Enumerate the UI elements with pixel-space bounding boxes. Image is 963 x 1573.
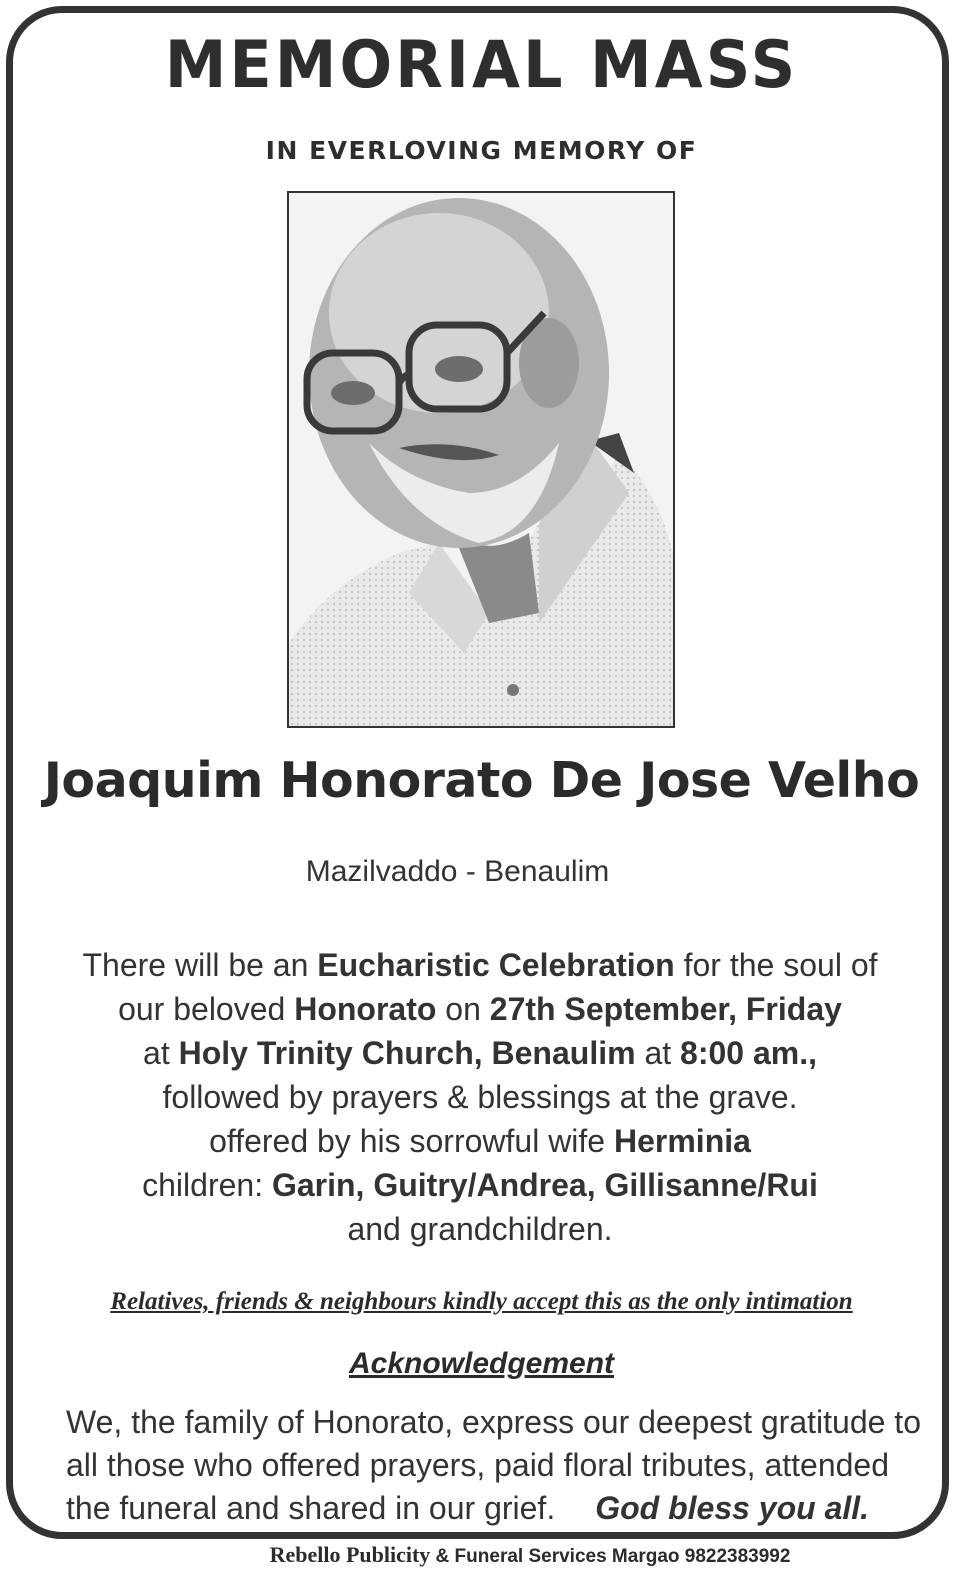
blessing-text: God bless you all. bbox=[595, 1490, 870, 1526]
announcement-line: our beloved Honorato on 27th September, Friday bbox=[118, 991, 842, 1027]
page-subtitle: IN EVERLOVING MEMORY OF bbox=[265, 136, 698, 165]
portrait-illustration bbox=[289, 193, 673, 726]
announcement-line: children: Garin, Guitry/Andrea, Gillisanne/Rui bbox=[142, 1167, 818, 1203]
publisher-contact: & Funeral Services Margao 9822383992 bbox=[430, 1546, 791, 1567]
page-title: MEMORIAL MASS bbox=[164, 26, 799, 103]
deceased-place: Mazilvaddo - Benaulim bbox=[305, 855, 610, 888]
announcement-text bbox=[40, 943, 920, 1251]
announcement-line: at Holy Trinity Church, Benaulim at 8:00 am., bbox=[143, 1035, 817, 1071]
portrait-photo bbox=[287, 191, 675, 728]
deceased-name: Joaquim Honorato De Jose Velho bbox=[43, 752, 920, 809]
publisher-footer bbox=[205, 1539, 855, 1570]
announcement-line: offered by his sorrowful wife Herminia bbox=[209, 1123, 751, 1159]
announcement-line: followed by prayers & blessings at the grave. bbox=[162, 1079, 798, 1115]
intimation-notice: Relatives, friends & neighbours kindly accept this as the only intimation bbox=[110, 1288, 853, 1315]
acknowledgement-heading: Acknowledgement bbox=[348, 1347, 615, 1380]
acknowledgement-text: We, the family of Honorato, express our deepest gratitude to all those who offered prayers, paid floral tributes, attended the funeral and shared in our grief. God bless you all. bbox=[66, 1404, 921, 1526]
announcement-line: There will be an Eucharistic Celebration for the soul of bbox=[82, 947, 878, 983]
announcement-line: and grandchildren. bbox=[347, 1211, 613, 1247]
publisher-brand: Rebello Publicity bbox=[269, 1542, 431, 1567]
